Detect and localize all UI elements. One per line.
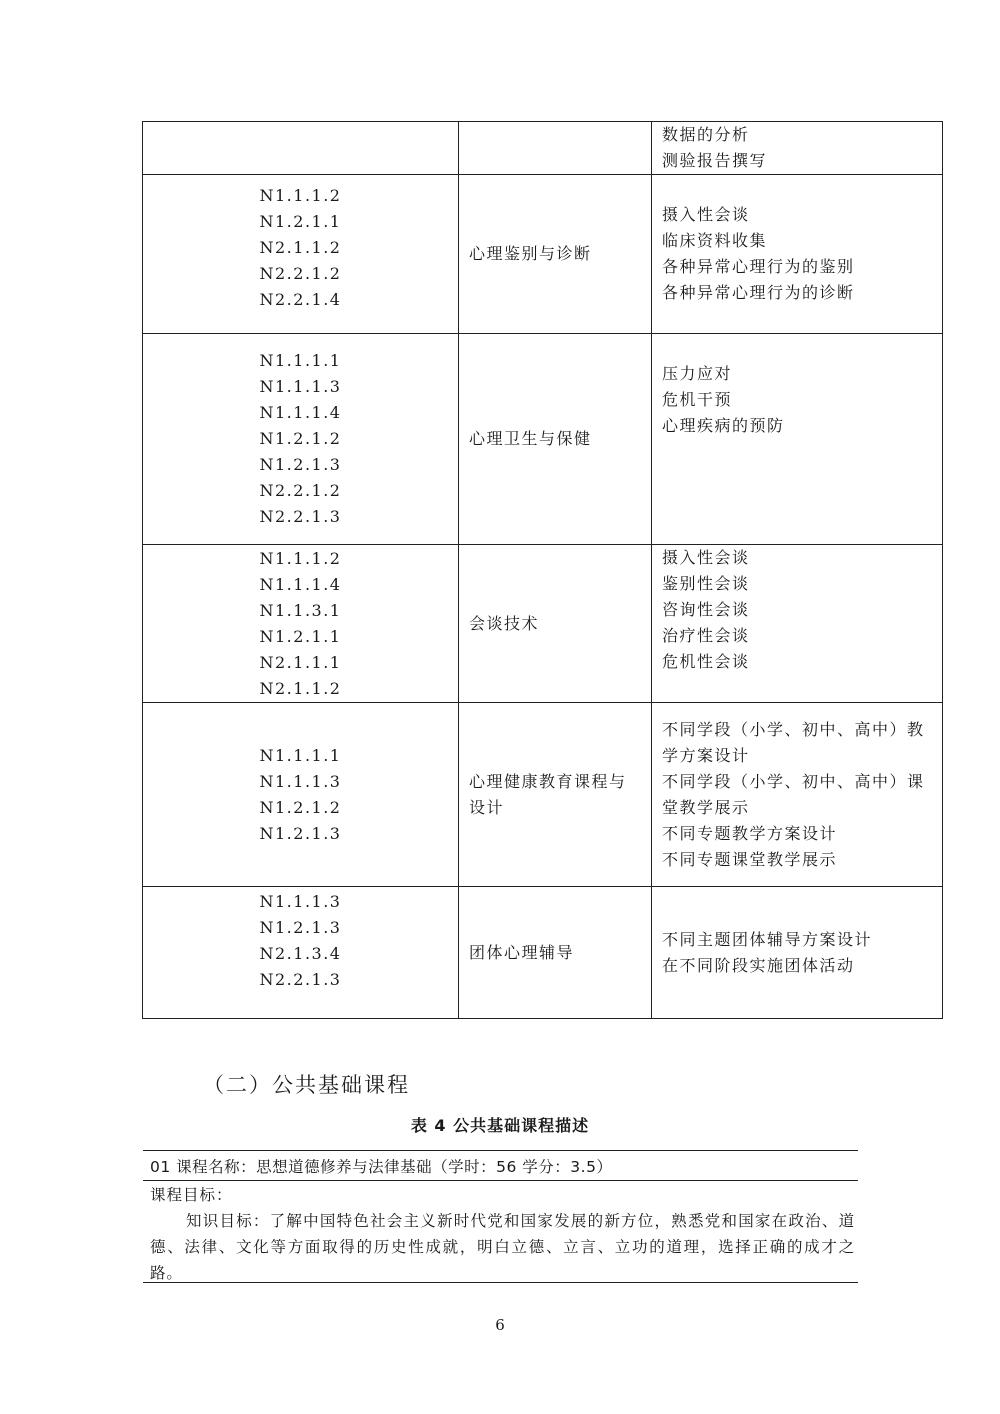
course-name: 心理健康教育课程与设计 (469, 771, 627, 817)
course-name-cell (459, 175, 652, 334)
ability-code: N2.1.3.4 (259, 944, 342, 963)
ability-code: N2.2.1.3 (259, 507, 342, 526)
content-items-cell (652, 545, 943, 703)
table-row (143, 887, 943, 1019)
content-item: 测验报告撰写 (662, 151, 768, 170)
course-mapping-table (142, 121, 943, 1019)
ability-code: N1.1.1.3 (259, 377, 342, 396)
content-item: 摄入性会谈 (662, 548, 750, 567)
course-name-cell (459, 122, 652, 175)
ability-codes-cell (143, 703, 459, 887)
ability-code: N2.1.1.1 (259, 652, 342, 672)
course-name: 团体心理辅导 (469, 942, 575, 962)
ability-codes-cell (143, 122, 459, 175)
content-item: 摄入性会谈 (662, 205, 750, 224)
content-items-cell (652, 122, 943, 175)
content-item: 危机性会谈 (662, 652, 750, 671)
ability-code: N1.1.3.1 (259, 600, 342, 620)
table-row-rule (143, 1180, 858, 1181)
content-item: 治疗性会谈 (662, 626, 750, 645)
ability-code: N1.2.1.2 (259, 429, 342, 448)
ability-code: N1.1.1.2 (259, 548, 342, 568)
content-items-cell (652, 703, 943, 887)
content-item: 危机干预 (662, 390, 733, 409)
course-goal-label: 课程目标： (150, 1186, 233, 1204)
ability-code: N2.2.1.2 (259, 264, 342, 283)
ability-code: N1.1.1.3 (259, 771, 342, 791)
ability-code: N1.1.1.3 (259, 892, 342, 911)
ability-code: N2.2.1.3 (259, 970, 342, 989)
table-row (143, 122, 943, 175)
ability-code: N1.2.1.3 (259, 918, 342, 937)
content-item: 不同专题教学方案设计 (662, 823, 838, 843)
page-number: 6 (495, 1316, 505, 1334)
ability-codes-cell (143, 334, 459, 545)
ability-code: N1.2.1.3 (259, 455, 342, 474)
content-item: 不同学段（小学、初中、高中）课堂教学展示 (662, 771, 925, 817)
content-item: 咨询性会谈 (662, 600, 750, 619)
ability-code: N1.1.1.2 (259, 186, 342, 205)
course-name-cell (459, 703, 652, 887)
course-name: 会谈技术 (469, 613, 540, 633)
content-item: 不同专题课堂教学展示 (662, 849, 838, 869)
content-item: 各种异常心理行为的诊断 (662, 283, 855, 302)
content-item: 临床资料收集 (662, 231, 768, 250)
content-item: 各种异常心理行为的鉴别 (662, 257, 855, 276)
table-row (143, 175, 943, 334)
ability-code: N1.1.1.1 (259, 745, 342, 765)
course-name-cell (459, 334, 652, 545)
table-row (143, 334, 943, 545)
ability-code: N1.1.1.4 (259, 574, 342, 594)
ability-codes-cell (143, 887, 459, 1019)
ability-code: N1.2.1.3 (259, 823, 342, 843)
section-heading: （二）公共基础课程 (203, 1073, 410, 1097)
course-name: 心理鉴别与诊断 (469, 244, 592, 263)
content-item: 压力应对 (662, 364, 733, 383)
ability-code: N2.1.1.2 (259, 238, 342, 257)
ability-code: N2.2.1.4 (259, 290, 342, 309)
content-items-cell (652, 175, 943, 334)
content-item: 心理疾病的预防 (662, 416, 785, 435)
course-name: 心理卫生与保健 (469, 429, 592, 448)
course-name-cell (459, 887, 652, 1019)
ability-code: N2.2.1.2 (259, 481, 342, 500)
table-caption: 表 4 公共基础课程描述 (410, 1116, 590, 1135)
table-top-rule (143, 1150, 858, 1151)
content-item: 不同学段（小学、初中、高中）教学方案设计 (662, 719, 925, 765)
ability-codes-cell (143, 175, 459, 334)
content-item: 在不同阶段实施团体活动 (662, 955, 855, 975)
ability-code: N1.2.1.1 (259, 212, 342, 231)
course-goal-text: 知识目标：了解中国特色社会主义新时代党和国家发展的新方位，熟悉党和国家在政治、道德、法律、文化等方面取得的历史性成就，明白立德、立言、立功的道理，选择正确的成才之路。 (150, 1212, 855, 1282)
ability-code: N1.1.1.4 (259, 403, 342, 422)
ability-code: N1.2.1.1 (259, 626, 342, 646)
ability-code: N2.1.1.2 (259, 678, 342, 698)
course-title-line: 01 课程名称：思想道德修养与法律基础（学时：56 学分：3.5） (150, 1158, 613, 1176)
ability-code: N1.1.1.1 (259, 351, 342, 370)
table-row (143, 545, 943, 703)
content-item: 数据的分析 (662, 125, 750, 144)
ability-code: N1.2.1.2 (259, 797, 342, 817)
ability-codes-cell (143, 545, 459, 703)
table-row (143, 703, 943, 887)
table-bottom-rule (143, 1282, 858, 1283)
content-item: 鉴别性会谈 (662, 574, 750, 593)
content-items-cell (652, 334, 943, 545)
course-name-cell (459, 545, 652, 703)
content-items-cell (652, 887, 943, 1019)
content-item: 不同主题团体辅导方案设计 (662, 929, 873, 949)
